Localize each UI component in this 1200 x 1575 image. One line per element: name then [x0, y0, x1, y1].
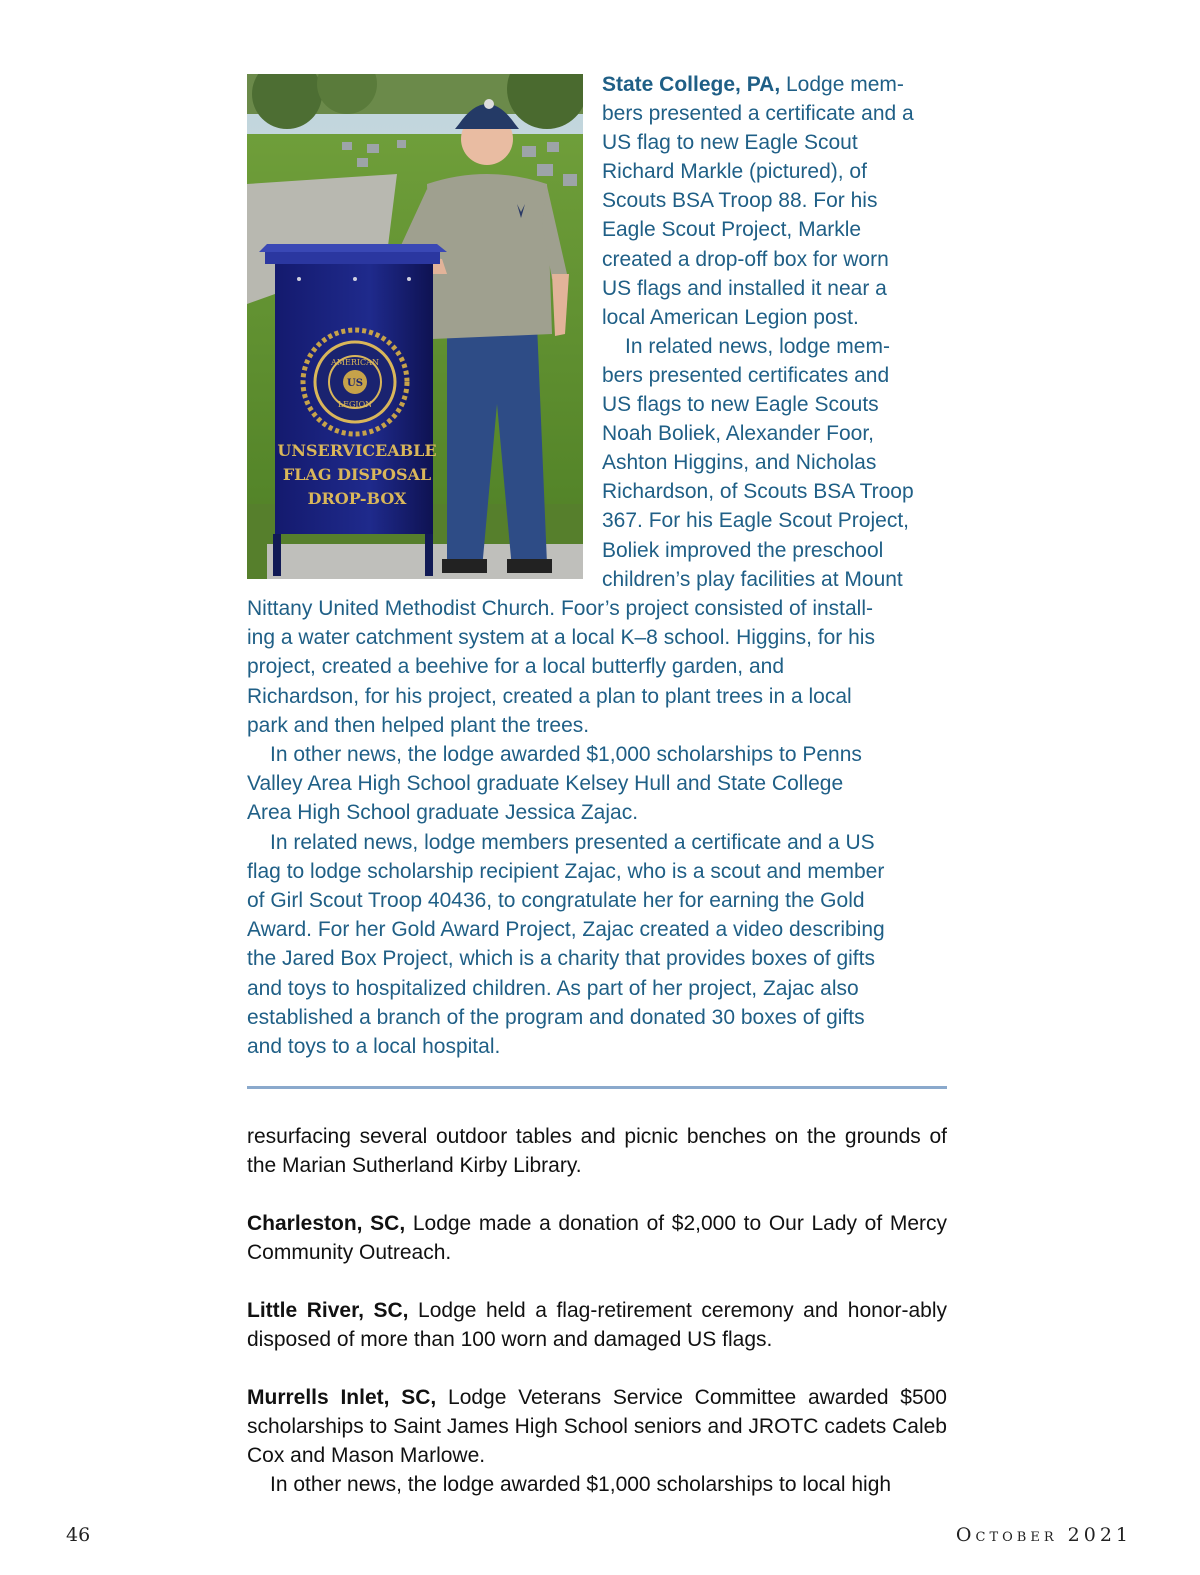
article-line: Ashton Higgins, and Nicholas: [602, 451, 877, 475]
article-line: Eagle Scout Project, Markle: [602, 218, 862, 242]
article-line: and toys to a local hospital.: [247, 1035, 501, 1059]
little-river-lead: Little River, SC,: [247, 1299, 409, 1322]
charleston-lead: Charleston, SC,: [247, 1212, 406, 1235]
article-line: Valley Area High School graduate Kelsey Hull and State College: [247, 772, 844, 796]
article-line: Nittany United Methodist Church. Foor’s project consisted of install-: [247, 597, 874, 620]
emblem-center-text: US: [347, 378, 363, 389]
continued-paragraph: resurfacing several outdoor tables and picnic benches on the grounds of the Marian Sutherland Kirby Library.: [247, 1125, 947, 1178]
article-line: of Girl Scout Troop 40436, to congratulate her for earning the Gold: [247, 889, 865, 913]
murrells-inlet-followup: In other news, the lodge awarded $1,000 scholarships to local high: [270, 1473, 892, 1496]
article-line: Award. For her Gold Award Project, Zajac created a video describing: [247, 918, 885, 942]
article-line: ing a water catchment system at a local K–8 school. Higgins, for his: [247, 626, 875, 650]
article-line: US flag to new Eagle Scout: [602, 131, 858, 155]
article-line: Scouts BSA Troop 88. For his: [602, 189, 878, 213]
charleston-entry: [247, 1209, 947, 1267]
article-line: children’s play facilities at Mount: [602, 567, 903, 591]
article-line: Richard Markle (pictured), of: [602, 160, 867, 184]
sign-line-2: FLAG DISPOSAL: [282, 465, 432, 484]
article-line: project, created a beehive for a local butterfly garden, and: [247, 655, 784, 679]
article-line: bers presented certificates and: [602, 363, 890, 387]
murrells-inlet-lead: Murrells Inlet, SC,: [247, 1386, 437, 1409]
page-number: 46: [66, 1524, 91, 1546]
article-line: Richardson, for his project, created a plan to plant trees in a local: [247, 684, 852, 708]
article-line: In other news, the lodge awarded $1,000 scholarships to Penns: [270, 743, 862, 767]
article-line: flag to lodge scholarship recipient Zajac, who is a scout and member: [247, 859, 885, 883]
state-college-full-column: [247, 594, 947, 1061]
article-line: park and then helped plant the trees.: [247, 713, 590, 737]
charleston-text: Lodge made a donation of $2,000 to Our Lady of Mercy Community Outreach.: [247, 1212, 947, 1265]
article-line: Richardson, of Scouts BSA Troop: [602, 480, 914, 504]
article-line: Boliek improved the preschool: [602, 538, 884, 562]
eagle-scout-photo: [247, 74, 583, 579]
article-line: 367. For his Eagle Scout Project,: [602, 509, 909, 533]
sign-line-3: DROP-BOX: [307, 489, 407, 508]
state-college-first-line: State College, PA, Lodge mem-: [602, 73, 904, 96]
state-college-lead: State College, PA,: [602, 73, 781, 96]
article-line: created a drop-off box for worn: [602, 247, 889, 271]
murrells-inlet-entry: [247, 1383, 947, 1471]
sign-line-1: UNSERVICEABLE: [277, 441, 437, 460]
article-line: the Jared Box Project, which is a charity that provides boxes of gifts: [247, 947, 875, 971]
section-divider: [247, 1086, 947, 1089]
little-river-text: Lodge held a flag-retirement ceremony and honor-ably disposed of more than 100 worn and damaged US flags.: [247, 1299, 947, 1352]
article-line: In related news, lodge mem-: [625, 334, 890, 358]
little-river-entry: [247, 1296, 947, 1354]
article-line: US flags and installed it near a: [602, 276, 887, 300]
issue-date: October 2021: [955, 1524, 1132, 1546]
emblem-bottom-text: LEGION: [337, 400, 373, 409]
article-line: US flags to new Eagle Scouts: [602, 393, 879, 417]
article-line: Area High School graduate Jessica Zajac.: [247, 801, 639, 825]
article-line: In related news, lodge members presented a certificate and a US: [270, 830, 875, 854]
emblem-top-text: AMERICAN: [331, 358, 379, 367]
article-line: local American Legion post.: [602, 305, 859, 329]
article-line: bers presented a certificate and a: [602, 102, 914, 126]
article-line: Noah Boliek, Alexander Foor,: [602, 422, 874, 446]
article-line: and toys to hospitalized children. As part of her project, Zajac also: [247, 976, 859, 1000]
state-college-side-column: [602, 70, 952, 594]
article-line: established a branch of the program and donated 30 boxes of gifts: [247, 1005, 865, 1029]
murrells-inlet-text: Lodge Veterans Service Committee awarded $500 scholarships to Saint James High School seniors and JROTC cadets Caleb Cox and Mason Marlowe.: [247, 1386, 947, 1468]
